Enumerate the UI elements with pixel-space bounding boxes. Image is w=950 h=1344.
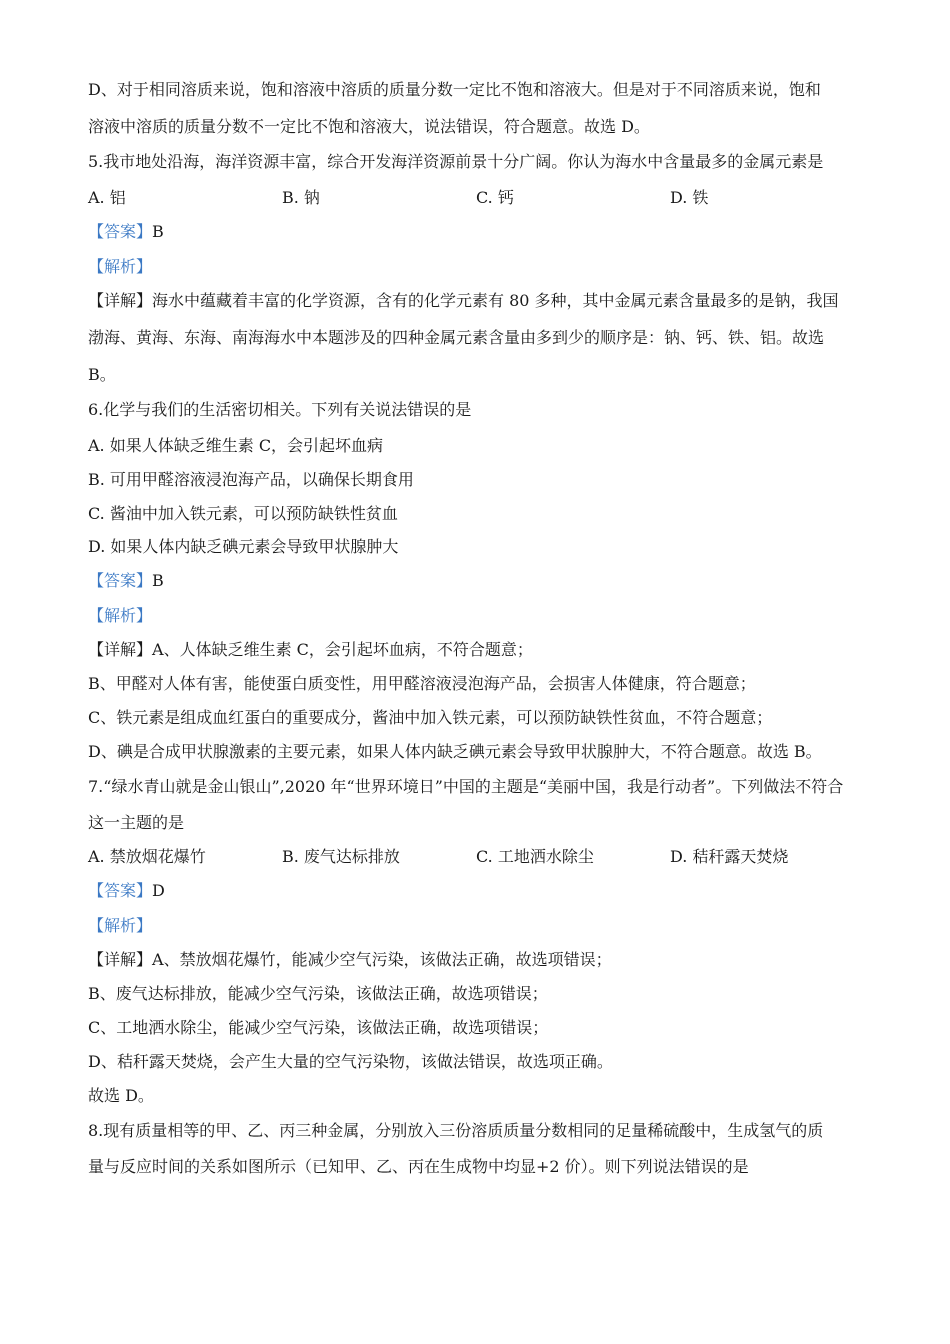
q6-answer-tag: 【答案】 <box>88 571 153 590</box>
q7-stem-1: 7.“绿水青山就是金山银山”,2020 年“世界环境日”中国的主题是“美丽中国，我是行动者”。下列做法不符合 <box>88 777 844 796</box>
q7-detail-5: 故选 D。 <box>88 1086 154 1105</box>
q6-answer-value: B <box>152 571 164 590</box>
intro-line-2: 溶液中溶质的质量分数不一定比不饱和溶液大，说法错误，符合题意。故选 D。 <box>88 117 650 136</box>
q7-answer <box>88 880 864 902</box>
intro-line-1: D、对于相同溶质来说，饱和溶液中溶质的质量分数一定比不饱和溶液大。但是对于不同溶质来说，饱和 <box>88 80 821 99</box>
q5-option-d: D. 铁 <box>670 188 709 207</box>
q7-detail-text-1: A、禁放烟花爆竹，能减少空气污染，该做法正确，故选项错误； <box>152 950 612 969</box>
q5-option-b: B. 钠 <box>282 188 320 207</box>
q5-option-a: A. 铝 <box>88 188 126 207</box>
q5-detail-3: B。 <box>88 365 116 384</box>
q7-stem-2: 这一主题的是 <box>88 813 185 832</box>
q7-detail-1 <box>88 949 864 971</box>
q6-option-d: D. 如果人体内缺乏碘元素会导致甲状腺肿大 <box>88 537 399 556</box>
q5-option-c: C. 钙 <box>476 188 514 207</box>
q8-stem-2: 量与反应时间的关系如图所示（已知甲、乙、丙在生成物中均显+2 价）。则下列说法错误的是 <box>88 1157 749 1176</box>
q5-answer-tag: 【答案】 <box>88 222 153 241</box>
q6-detail-tag: 【详解】 <box>88 640 153 659</box>
q7-detail-2: B、废气达标排放，能减少空气污染，该做法正确，故选项错误； <box>88 984 548 1003</box>
q6-answer <box>88 570 864 592</box>
q6-detail-3: C、铁元素是组成血红蛋白的重要成分，酱油中加入铁元素，可以预防缺铁性贫血，不符合题意； <box>88 708 773 727</box>
q7-answer-value: D <box>152 881 165 900</box>
q6-detail-1 <box>88 639 864 661</box>
q5-detail-1 <box>88 290 864 312</box>
q7-option-d: D. 秸秆露天焚烧 <box>670 847 789 866</box>
q5-stem: 5.我市地处沿海，海洋资源丰富，综合开发海洋资源前景十分广阔。你认为海水中含量最多的金属元素是 <box>88 152 824 171</box>
q7-detail-3: C、工地洒水除尘，能减少空气污染，该做法正确，故选项错误； <box>88 1018 549 1037</box>
q6-detail-2: B、甲醛对人体有害，能使蛋白质变性，用甲醛溶液浸泡海产品，会损害人体健康，符合题意； <box>88 674 756 693</box>
q6-detail-text-1: A、人体缺乏维生素 C，会引起坏血病，不符合题意； <box>152 640 533 659</box>
q6-analysis-tag: 【解析】 <box>88 606 153 625</box>
q6-detail-4: D、碘是合成甲状腺激素的主要元素，如果人体内缺乏碘元素会导致甲状腺肿大，不符合题意。故选 B。 <box>88 742 822 761</box>
q5-answer <box>88 221 864 243</box>
q6-option-b: B. 可用甲醛溶液浸泡海产品，以确保长期食用 <box>88 470 414 489</box>
q5-detail-text-1: 海水中蕴藏着丰富的化学资源，含有的化学元素有 80 多种，其中金属元素含量最多的是钠，我国 <box>152 291 839 310</box>
q5-detail-tag: 【详解】 <box>88 291 153 310</box>
q7-detail-tag: 【详解】 <box>88 950 153 969</box>
q7-option-c: C. 工地洒水除尘 <box>476 847 594 866</box>
q6-option-a: A. 如果人体缺乏维生素 C，会引起坏血病 <box>88 436 384 455</box>
q6-option-c: C. 酱油中加入铁元素，可以预防缺铁性贫血 <box>88 504 398 523</box>
q5-analysis-tag: 【解析】 <box>88 257 153 276</box>
q7-option-b: B. 废气达标排放 <box>282 847 400 866</box>
q7-answer-tag: 【答案】 <box>88 881 153 900</box>
q7-option-a: A. 禁放烟花爆竹 <box>88 847 206 866</box>
q5-detail-2: 渤海、黄海、东海、南海海水中本题涉及的四种金属元素含量由多到少的顺序是：钠、钙、铁、铝。故选 <box>88 328 825 347</box>
q6-stem: 6.化学与我们的生活密切相关。下列有关说法错误的是 <box>88 400 472 419</box>
q8-stem-1: 8.现有质量相等的甲、乙、丙三种金属，分别放入三份溶质质量分数相同的足量稀硫酸中，生成氢气的质 <box>88 1121 824 1140</box>
q7-analysis-tag: 【解析】 <box>88 916 153 935</box>
q7-detail-4: D、秸秆露天焚烧，会产生大量的空气污染物，该做法错误，故选项正确。 <box>88 1052 613 1071</box>
q5-answer-value: B <box>152 222 164 241</box>
